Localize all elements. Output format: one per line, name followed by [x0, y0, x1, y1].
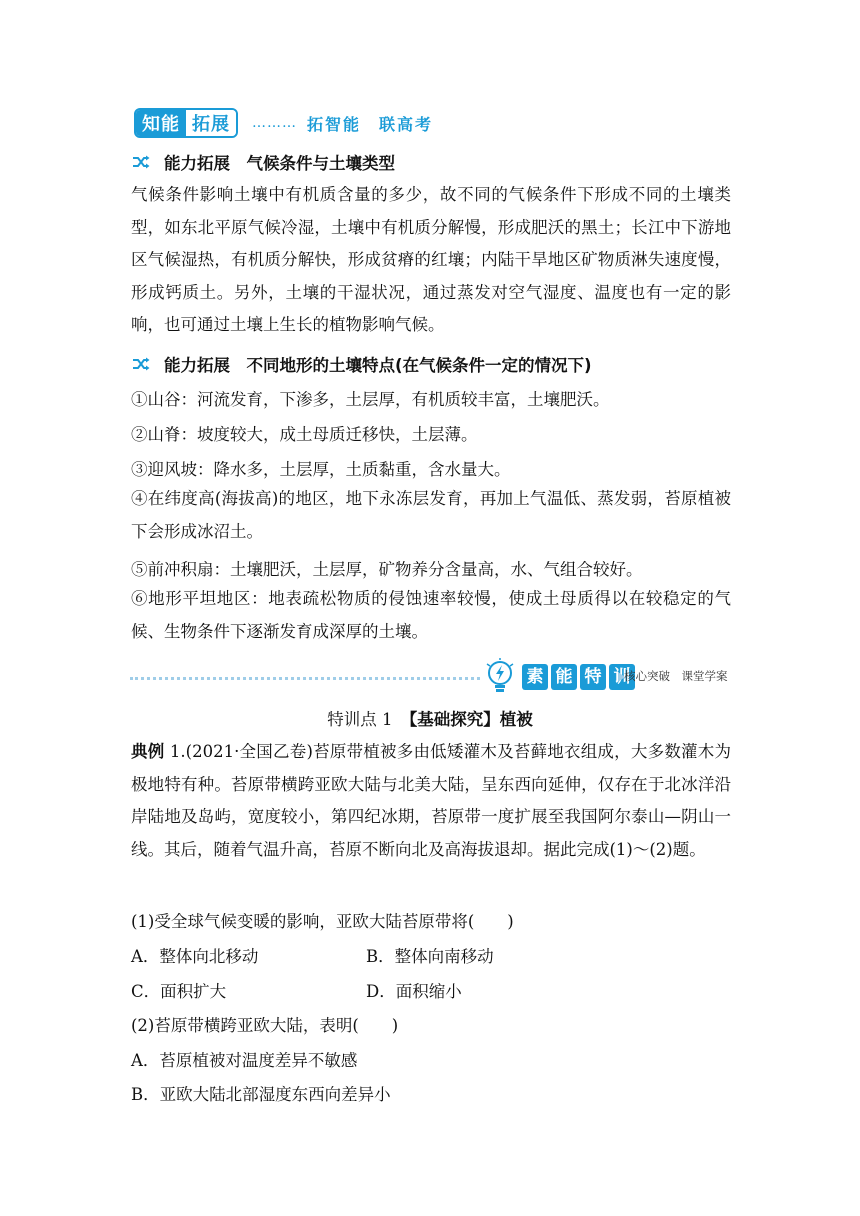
crossed-arrows-icon	[132, 155, 150, 169]
section-banner-knowledge	[134, 106, 433, 140]
example-paragraph	[131, 736, 731, 866]
section-heading-text: 能力拓展 气候条件与土壤类型	[164, 154, 395, 173]
banner-char: 训	[609, 664, 635, 690]
badge-left: 知能	[136, 110, 186, 136]
question-1-option-b: B．整体向南移动	[366, 947, 494, 966]
banner-subtitle: 核心突破 课堂学案	[624, 669, 728, 683]
question-1-option-d: D．面积缩小	[366, 982, 462, 1001]
example-lead: 典例	[131, 742, 165, 761]
banner-char: 能	[551, 664, 577, 690]
list-item-windward: ③迎风坡：降水多，土层厚，土质黏重，含水量大。	[131, 460, 511, 479]
banner-char: 特	[580, 664, 606, 690]
banner-char: 素	[522, 664, 548, 690]
question-1-option-c: C．面积扩大	[131, 982, 227, 1001]
banner-dots: ………	[252, 115, 297, 131]
badge-right: 拓展	[186, 110, 236, 136]
badge	[134, 108, 238, 138]
training-point-prefix: 特训点 1	[327, 710, 409, 729]
list-item-alluvial-fan: ⑤前冲积扇：土壤肥沃，土层厚，矿物养分含量高，水、气组合较好。	[131, 560, 643, 579]
question-2-stem: (2)苔原带横跨亚欧大陆，表明( )	[131, 1016, 399, 1035]
paragraph-climate-soil: 气候条件影响土壤中有机质含量的多少，故不同的气候条件下形成不同的土壤类型，如东北平原气候冷湿，土壤中有机质分解慢，形成肥沃的黑土；长江中下游地区气候湿热，有机质分解快，形成贫瘠的红壤；内陆干旱地区矿物质淋失速度慢，形成钙质土。另外，土壤的干湿状况，通过蒸发对空气湿度、温度也有一定的影响，也可通过土壤上生长的植物影响气候。	[131, 185, 731, 334]
list-item-high-latitude: ④在纬度高(海拔高)的地区，地下永冻层发育，再加上气温低、蒸发弱，苔原植被下会形成冰沼土。	[131, 489, 731, 541]
section-heading-climate-soil	[132, 150, 395, 174]
training-point-title	[0, 706, 860, 730]
question-2-option-a: A．苔原植被对温度差异不敏感	[131, 1051, 358, 1070]
question-1-option-a: A．整体向北移动	[131, 947, 259, 966]
list-item-ridge: ②山脊：坡度较大，成土母质迁移快，土层薄。	[131, 425, 478, 444]
example-text: 1.(2021·全国乙卷)苔原带植被多由低矮灌木及苔藓地衣组成，大多数灌木为极地特有种。苔原带横跨亚欧大陆与北美大陆，呈东西向延伸，仅存在于北冰洋沿岸陆地及岛屿，宽度较小，第四纪冰期，苔原带一度扩展至我国阿尔泰山—阴山一线。其后，随着气温升高，苔原不断向北及高海拔退却。据此完成(1)～(2)题。	[131, 742, 731, 859]
banner-subtitle: 拓智能 联高考	[307, 114, 434, 134]
lightbulb-icon	[485, 658, 515, 698]
section-heading-text: 能力拓展 不同地形的土壤特点(在气候条件一定的情况下)	[164, 356, 592, 375]
crossed-arrows-icon	[132, 357, 150, 371]
question-1-stem: (1)受全球气候变暖的影响，亚欧大陆苔原带将( )	[131, 912, 514, 931]
list-item-valley: ①山谷：河流发育，下渗多，土层厚，有机质较丰富，土壤肥沃。	[131, 390, 610, 409]
training-point-topic: 【基础探究】植被	[409, 710, 533, 729]
section-heading-terrain-soil	[132, 352, 592, 376]
question-2-option-b: B．亚欧大陆北部湿度东西向差异小	[131, 1085, 391, 1104]
list-item-flat-area: ⑥地形平坦地区：地表疏松物质的侵蚀速率较慢，使成土母质得以在较稳定的气候、生物条件下逐渐发育成深厚的土壤。	[131, 589, 731, 641]
dotted-divider-left	[130, 677, 480, 680]
section-banner-training	[130, 656, 738, 700]
